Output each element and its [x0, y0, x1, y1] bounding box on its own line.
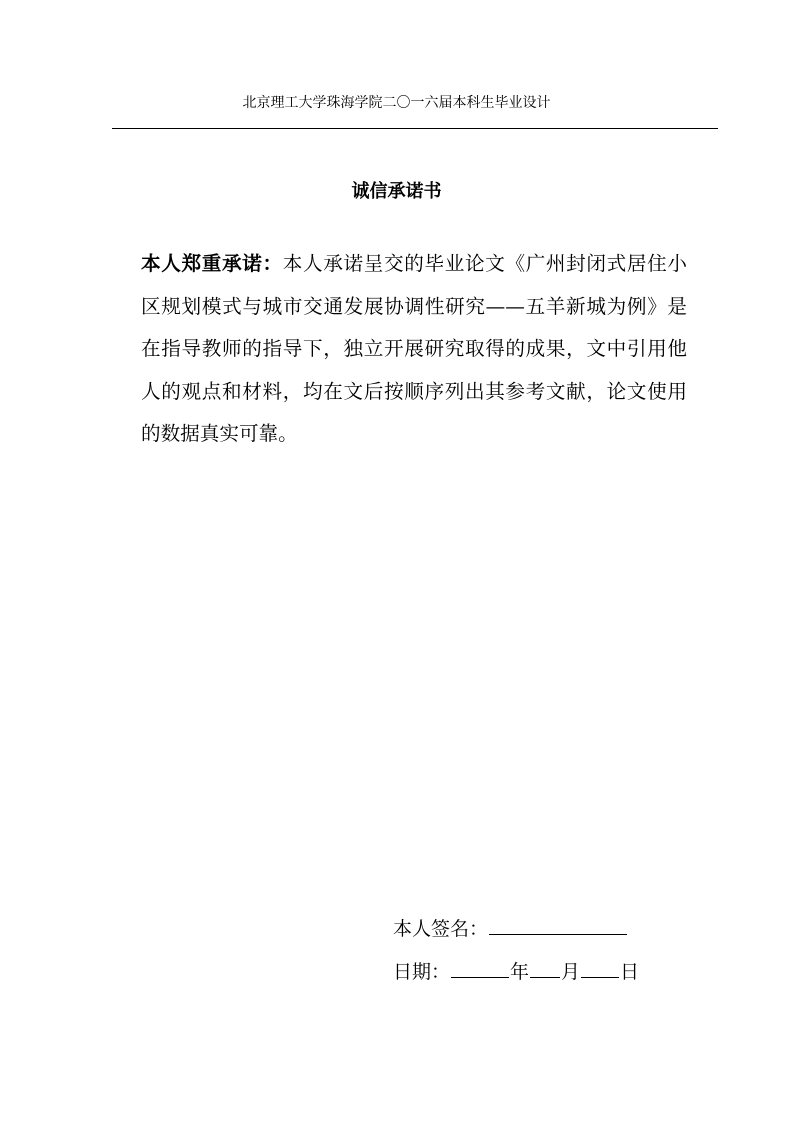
header-divider [112, 128, 718, 129]
date-label: 日期： [393, 961, 451, 983]
date-line [393, 955, 639, 986]
signature-label: 本人签名： [393, 918, 489, 940]
running-header: 北京理工大学珠海学院二〇一六届本科生毕业设计 [242, 95, 551, 111]
signature-line [393, 912, 628, 943]
signature-blank [489, 912, 627, 935]
pledge-text: 本人承诺呈交的毕业论文《广州封闭式居住小区规划模式与城市交通发展协调性研究——五羊新城为例》是在指导教师的指导下，独立开展研究取得的成果，文中引用他人的观点和材料，均在文后按顺序列出其参考文献，论文使用的数据真实可靠。 [141, 252, 688, 445]
pledge-lead: 本人郑重承诺： [141, 252, 283, 275]
page-title: 诚信承诺书 [351, 181, 442, 202]
year-label: 年 [510, 961, 530, 983]
year-blank [451, 955, 509, 978]
day-label: 日 [620, 961, 640, 983]
month-blank [530, 955, 560, 978]
day-blank [581, 955, 619, 978]
pledge-paragraph [141, 243, 687, 456]
month-label: 月 [561, 961, 581, 983]
